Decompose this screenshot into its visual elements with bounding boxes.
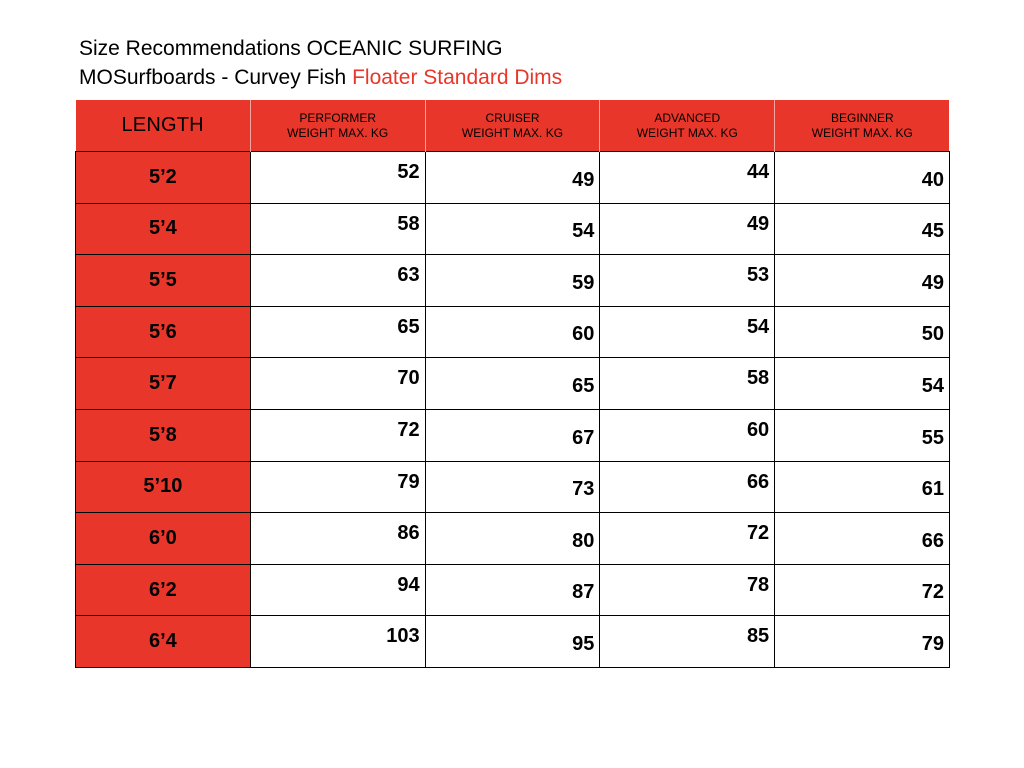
cell-performer: 63 [250,255,425,307]
header-cruiser-unit: WEIGHT MAX. KG [461,125,564,140]
cell-advanced: 66 [600,461,775,513]
cell-performer: 65 [250,306,425,358]
table-row [76,616,950,668]
table-row [76,513,950,565]
header-performer-name: PERFORMER [299,110,377,125]
cell-advanced: 49 [600,203,775,255]
table-row [76,306,950,358]
cell-beginner: 50 [775,306,950,358]
table-row [76,255,950,307]
cell-advanced: 54 [600,306,775,358]
header-beginner [775,100,950,152]
cell-length: 5’2 [76,152,251,204]
header-length: LENGTH [76,100,251,152]
cell-beginner: 45 [775,203,950,255]
cell-beginner: 54 [775,358,950,410]
cell-cruiser: 87 [425,564,600,616]
header-row [76,100,950,152]
cell-performer: 94 [250,564,425,616]
title-line-2-highlight: Floater Standard Dims [352,66,563,89]
header-performer [250,100,425,152]
cell-length: 5’5 [76,255,251,307]
cell-performer: 103 [250,616,425,668]
title-line-1: Size Recommendations OCEANIC SURFING [79,37,503,60]
cell-cruiser: 67 [425,409,600,461]
cell-advanced: 85 [600,616,775,668]
cell-advanced: 53 [600,255,775,307]
page-title [79,34,562,92]
table-row [76,152,950,204]
title-line-2 [79,63,562,92]
table-row [76,203,950,255]
header-cruiser-name: CRUISER [485,110,540,125]
header-cruiser [425,100,600,152]
header-advanced-name: ADVANCED [654,110,721,125]
table-header [76,100,950,152]
cell-advanced: 58 [600,358,775,410]
table-row [76,409,950,461]
cell-advanced: 44 [600,152,775,204]
header-performer-unit: WEIGHT MAX. KG [287,125,389,140]
cell-performer: 79 [250,461,425,513]
cell-cruiser: 65 [425,358,600,410]
cell-beginner: 55 [775,409,950,461]
cell-beginner: 49 [775,255,950,307]
cell-cruiser: 54 [425,203,600,255]
cell-cruiser: 80 [425,513,600,565]
cell-advanced: 78 [600,564,775,616]
cell-performer: 72 [250,409,425,461]
table-row [76,564,950,616]
cell-performer: 52 [250,152,425,204]
cell-cruiser: 95 [425,616,600,668]
table-row [76,358,950,410]
size-recommendation-table [75,100,950,668]
cell-length: 5’7 [76,358,251,410]
cell-performer: 58 [250,203,425,255]
cell-beginner: 79 [775,616,950,668]
header-advanced [600,100,775,152]
cell-beginner: 40 [775,152,950,204]
cell-beginner: 61 [775,461,950,513]
header-beginner-name: BEGINNER [830,110,894,125]
cell-performer: 70 [250,358,425,410]
cell-cruiser: 59 [425,255,600,307]
cell-cruiser: 60 [425,306,600,358]
cell-advanced: 72 [600,513,775,565]
cell-length: 6’0 [76,513,251,565]
cell-performer: 86 [250,513,425,565]
title-line-2-text: MOSurfboards - Curvey Fish [79,66,353,89]
cell-length: 5’6 [76,306,251,358]
table-body [76,152,950,668]
cell-length: 5’4 [76,203,251,255]
cell-cruiser: 49 [425,152,600,204]
cell-cruiser: 73 [425,461,600,513]
cell-length: 6’4 [76,616,251,668]
header-beginner-unit: WEIGHT MAX. KG [811,125,913,140]
cell-advanced: 60 [600,409,775,461]
cell-length: 5’10 [76,461,251,513]
table-row [76,461,950,513]
header-advanced-unit: WEIGHT MAX. KG [636,125,738,140]
cell-beginner: 66 [775,513,950,565]
cell-length: 6’2 [76,564,251,616]
cell-length: 5’8 [76,409,251,461]
cell-beginner: 72 [775,564,950,616]
